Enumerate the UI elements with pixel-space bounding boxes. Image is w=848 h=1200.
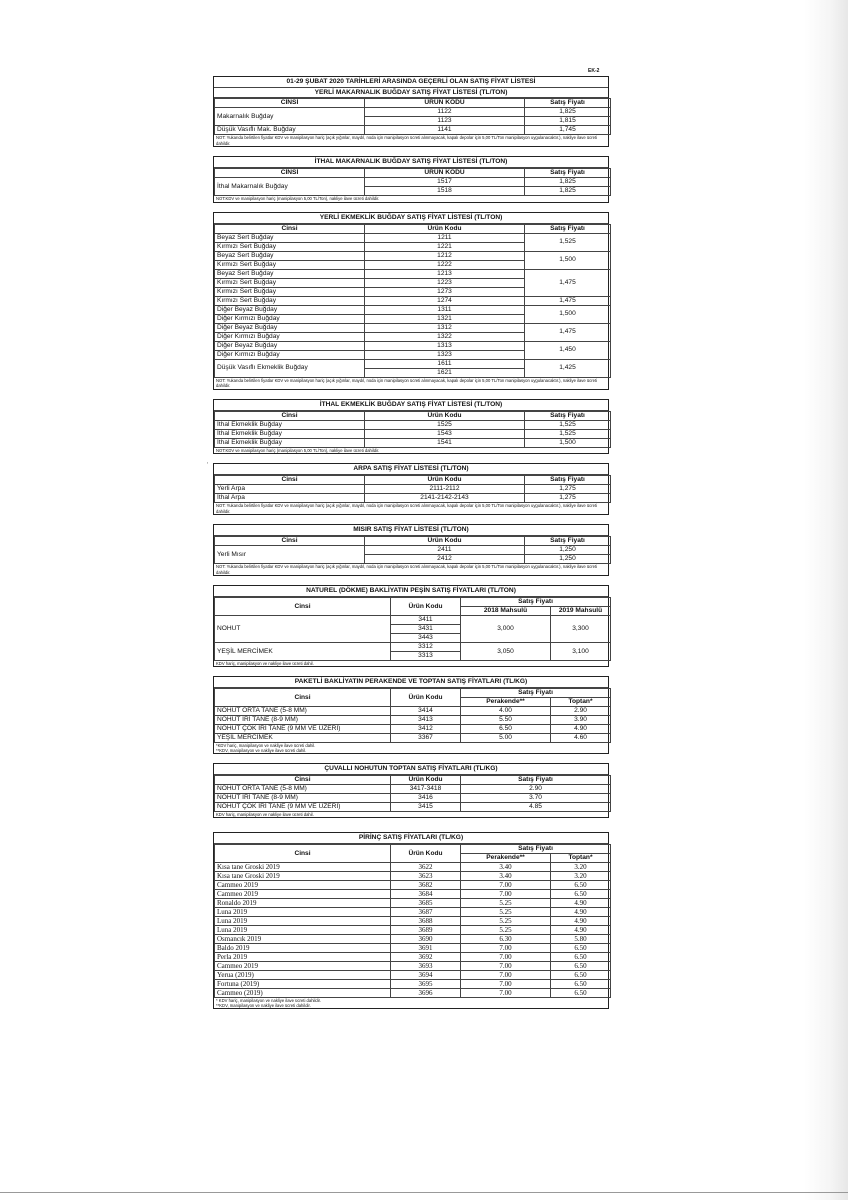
table-note: NOT: Yukarıda belirtilen fiyatlar KDV ve manipilasyon hariç (açık yığınlar, maydıl, noda için manipilasyon ücreti alınmayacak, kapalı depolar için 5,00 TL/Ton manipilasyon uygulanacaktır.), nakliye ilave ücreti dahildir. — [216, 564, 598, 575]
product-code: 3443 — [391, 634, 461, 643]
product-code: 2141-2142-2143 — [365, 494, 525, 503]
price: 6.50 — [551, 944, 611, 953]
table-note: NOT: Yukarıda belirtilen fiyatlar KDV ve manipilasyon hariç (açık yığınlar, maydıl, noda için manipilasyon ücreti alınmayacak, kapalı depolar için 5,00 TL/Ton manipilasyon uygulanacaktır.), nakliye ilave ücreti dahildir. — [216, 135, 598, 146]
pirinc-table — [213, 832, 609, 1009]
price: 3.40 — [461, 863, 551, 872]
col-header: Ürün Kodu — [365, 411, 525, 420]
col-header: Ürün Kodu — [365, 224, 525, 233]
price: 1,450 — [525, 341, 611, 359]
col-header: Satış Fiyatı — [525, 169, 611, 178]
product-name: İthal Arpa — [215, 494, 365, 503]
product-name: Baldo 2019 — [215, 944, 391, 953]
price: 1,815 — [525, 117, 611, 126]
product-name: Cammeo 2019 — [215, 881, 391, 890]
product-code: 1211 — [365, 233, 525, 242]
table-note: *KDV hariç, manipilasyon ve nakliye ilave ücreti dahil. — [216, 743, 316, 748]
yerli-makarnalik-table — [213, 76, 609, 147]
product-code: 2111-2112 — [365, 485, 525, 494]
product-code: 3690 — [391, 935, 461, 944]
product-name: Yerli Arpa — [215, 485, 365, 494]
table-note: NOT: Yukarıda belirtilen fiyatlar KDV ve manipilasyon hariç (açık yığınlar, maydıl, noda için manipilasyon ücreti alınmayacak, kapalı depolar için 5,00 TL/Ton manipilasyon uygulanacaktır.), nakliye ilave ücreti dahildir. — [216, 503, 598, 514]
price: 7.00 — [461, 989, 551, 998]
product-name: NOHUT — [215, 616, 391, 643]
product-name: Cammeo 2019 — [215, 962, 391, 971]
price: 6.50 — [551, 980, 611, 989]
price: 4.60 — [551, 734, 611, 743]
product-code: 3415 — [391, 803, 461, 812]
price: 6.50 — [551, 953, 611, 962]
col-header: ÜRÜN KODU — [365, 169, 525, 178]
main-title: 01-29 ŞUBAT 2020 TARİHLERİ ARASINDA GEÇERLİ OLAN SATIŞ FİYAT LİSTESİ — [214, 77, 608, 88]
price: 1,475 — [525, 323, 611, 341]
price: 7.00 — [461, 962, 551, 971]
price: 7.00 — [461, 953, 551, 962]
ithal-makarnalik-table — [213, 156, 609, 203]
product-code: 1213 — [365, 269, 525, 278]
col-header: Perakende** — [461, 698, 551, 707]
product-code: 3622 — [391, 863, 461, 872]
product-code: 3696 — [391, 989, 461, 998]
col-header: Cinsi — [215, 598, 391, 616]
price: 1,500 — [525, 251, 611, 269]
price: 3.20 — [551, 863, 611, 872]
col-header: Satış Fiyatı — [461, 845, 611, 854]
col-header: Satış Fiyatı — [525, 476, 611, 485]
product-name: YEŞİL MERCİMEK — [215, 643, 391, 661]
product-code: 3411 — [391, 616, 461, 625]
scan-bottom-line — [0, 1192, 848, 1193]
price: 1,500 — [525, 305, 611, 323]
product-name: Kırmızı Sert Buğday — [215, 296, 365, 305]
product-code: 1312 — [365, 323, 525, 332]
price: 3,050 — [461, 643, 551, 661]
price: 1,250 — [525, 555, 611, 564]
price: 3,100 — [551, 643, 611, 661]
product-code: 1123 — [365, 117, 525, 126]
product-code: 1322 — [365, 332, 525, 341]
price: 5.50 — [461, 716, 551, 725]
price: 2.90 — [551, 707, 611, 716]
price: 6.50 — [551, 881, 611, 890]
table-note: * KDV hariç, manipilasyon ve nakliye ilave ücreti dahildir. — [216, 998, 321, 1003]
product-code: 3694 — [391, 971, 461, 980]
col-header: Satış Fiyatı — [461, 776, 611, 785]
product-code: 1621 — [365, 368, 525, 377]
table-title: PAKETLİ BAKLİYATIN PERAKENDE VE TOPTAN SATIŞ FİYATLARI (TL/KG) — [214, 677, 608, 688]
table-note: **KDV, manipilasyon ve nakliye ilave ücreti dahildir. — [216, 1003, 311, 1008]
col-header: Satış Fiyatı — [525, 224, 611, 233]
product-code: 3313 — [391, 652, 461, 661]
product-name: NOHUT ÇOK İRİ TANE (9 MM VE ÜZERİ) — [215, 803, 391, 812]
product-code: 1313 — [365, 341, 525, 350]
price: 3.20 — [551, 872, 611, 881]
misir-table — [213, 524, 609, 576]
price: 4.90 — [551, 899, 611, 908]
product-code: 1141 — [365, 126, 525, 135]
table-note: NOT:KDV ve manipilasyon hariç (manipilasyon 5,00 TL/Ton), nakliye ilave ücreti dahildir. — [216, 196, 380, 201]
price: 1,745 — [525, 126, 611, 135]
table-title: NATUREL (DÖKME) BAKLİYATIN PEŞİN SATIŞ FİYATLARI (TL/TON) — [214, 586, 608, 597]
col-header: Ürün Kodu — [391, 776, 461, 785]
product-code: 1222 — [365, 260, 525, 269]
price: 4.00 — [461, 707, 551, 716]
price: 6.50 — [551, 971, 611, 980]
product-name: Düşük Vasıflı Ekmeklik Buğday — [215, 359, 365, 377]
margin-mark: , — [207, 459, 209, 465]
col-header: Cinsi — [215, 776, 391, 785]
product-name: Kırmızı Sert Buğday — [215, 242, 365, 251]
price: 5.25 — [461, 926, 551, 935]
product-code: 3312 — [391, 643, 461, 652]
product-name: İthal Ekmeklik Buğday — [215, 420, 365, 429]
col-header: Toptan* — [551, 854, 611, 863]
product-name: Luna 2019 — [215, 926, 391, 935]
arpa-table — [213, 463, 609, 515]
table-title: YERLİ EKMEKLİK BUĞDAY SATIŞ FİYAT LİSTESİ (TL/TON) — [214, 213, 608, 224]
product-code: 1311 — [365, 305, 525, 314]
product-name: İthal Ekmeklik Buğday — [215, 438, 365, 447]
product-code: 3691 — [391, 944, 461, 953]
product-code: 3623 — [391, 872, 461, 881]
col-header: Cinsi — [215, 689, 391, 707]
product-name: Luna 2019 — [215, 908, 391, 917]
price: 6.50 — [551, 989, 611, 998]
product-code: 1517 — [365, 178, 525, 187]
price: 1,275 — [525, 485, 611, 494]
price: 6.30 — [461, 935, 551, 944]
product-code: 1611 — [365, 359, 525, 368]
col-header: Cinsi — [215, 224, 365, 233]
product-name: Diğer Beyaz Buğday — [215, 323, 365, 332]
product-name: NOHUT ORTA TANE (5-8 MM) — [215, 707, 391, 716]
product-code: 1122 — [365, 108, 525, 117]
price: 3,000 — [461, 616, 551, 643]
product-code: 1543 — [365, 429, 525, 438]
product-code: 3693 — [391, 962, 461, 971]
product-code: 2411 — [365, 546, 525, 555]
price: 3.40 — [461, 872, 551, 881]
col-header: 2019 Mahsulü — [551, 607, 611, 616]
product-code: 3684 — [391, 890, 461, 899]
product-name: NOHUT ORTA TANE (5-8 MM) — [215, 785, 391, 794]
product-code: 1212 — [365, 251, 525, 260]
product-name: YEŞİL MERCİMEK — [215, 734, 391, 743]
col-header: Ürün Kodu — [391, 689, 461, 707]
table-note: NOT:KDV ve manipilasyon hariç (manipilasyon 5,00 TL/Ton), nakliye ilave ücreti dahildir. — [216, 447, 380, 453]
product-code: 1518 — [365, 187, 525, 196]
product-name: Kırmızı Sert Buğday — [215, 278, 365, 287]
product-name: Diğer Kırmızı Buğday — [215, 314, 365, 323]
product-name: Diğer Beyaz Buğday — [215, 341, 365, 350]
product-name: Ronaldo 2019 — [215, 899, 391, 908]
col-header: Cinsi — [215, 411, 365, 420]
product-code: 3682 — [391, 881, 461, 890]
col-header: Perakende** — [461, 854, 551, 863]
price: 1,825 — [525, 108, 611, 117]
price: 4.90 — [551, 725, 611, 734]
product-name: Luna 2019 — [215, 917, 391, 926]
product-code: 3687 — [391, 908, 461, 917]
product-name: Perla 2019 — [215, 953, 391, 962]
col-header: Cinsi — [215, 476, 365, 485]
product-code: 3367 — [391, 734, 461, 743]
price: 7.00 — [461, 881, 551, 890]
product-code: 1221 — [365, 242, 525, 251]
table-note: KDV hariç, manipilasyon ve nakliye ilave ücreti dahil. — [216, 812, 314, 817]
price: 1,525 — [525, 420, 611, 429]
col-header: Ürün Kodu — [391, 845, 461, 863]
annex-label: EK-2 — [588, 68, 600, 74]
naturel-bakliyat-table — [213, 585, 609, 667]
price: 2.90 — [461, 785, 611, 794]
product-code: 3695 — [391, 980, 461, 989]
price: 1,825 — [525, 187, 611, 196]
product-name: Fortuna (2019) — [215, 980, 391, 989]
col-header: Cinsi — [215, 537, 365, 546]
product-name: İthal Ekmeklik Buğday — [215, 429, 365, 438]
product-code: 3688 — [391, 917, 461, 926]
product-code: 1274 — [365, 296, 525, 305]
product-code: 3417-3418 — [391, 785, 461, 794]
product-name: Kırmızı Sert Buğday — [215, 260, 365, 269]
product-code: 1541 — [365, 438, 525, 447]
product-code: 3431 — [391, 625, 461, 634]
table-title: ARPA SATIŞ FİYAT LİSTESİ (TL/TON) — [214, 464, 608, 475]
product-name: Cammeo 2019 — [215, 890, 391, 899]
col-header: CİNSİ — [215, 99, 365, 108]
price: 7.00 — [461, 890, 551, 899]
price: 1,475 — [525, 296, 611, 305]
price: 3,300 — [551, 616, 611, 643]
price: 5.25 — [461, 917, 551, 926]
product-code: 3692 — [391, 953, 461, 962]
price: 4.90 — [551, 908, 611, 917]
table-note: KDV hariç, manipilasyon ve nakliye ilave ücreti dahil. — [216, 661, 314, 666]
price: 7.00 — [461, 980, 551, 989]
price: 4.90 — [551, 926, 611, 935]
table-note: **KDV, manipilasyon ve nakliye ilave ücreti dahil. — [216, 748, 307, 753]
product-name: NOHUT İRİ TANE (8-9 MM) — [215, 794, 391, 803]
product-name: Beyaz Sert Buğday — [215, 251, 365, 260]
price: 1,425 — [525, 359, 611, 377]
product-code: 2412 — [365, 555, 525, 564]
price: 1,525 — [525, 233, 611, 251]
col-header: Satış Fiyatı — [461, 598, 611, 607]
product-name: Yerli Mısır — [215, 546, 365, 564]
price: 1,475 — [525, 269, 611, 296]
product-name: Yerua (2019) — [215, 971, 391, 980]
price: 5.80 — [551, 935, 611, 944]
product-name: Beyaz Sert Buğday — [215, 233, 365, 242]
product-code: 1223 — [365, 278, 525, 287]
table-title: PİRİNÇ SATIŞ FİYATLARI (TL/KG) — [214, 833, 608, 844]
product-code: 1321 — [365, 314, 525, 323]
price: 3.70 — [461, 794, 611, 803]
price: 5.00 — [461, 734, 551, 743]
price: 5.25 — [461, 908, 551, 917]
product-name: Kısa tane Groski 2019 — [215, 872, 391, 881]
price: 1,500 — [525, 438, 611, 447]
price: 7.00 — [461, 971, 551, 980]
price: 4.90 — [551, 917, 611, 926]
product-code: 3685 — [391, 899, 461, 908]
product-code: 1323 — [365, 350, 525, 359]
col-header: Ürün Kodu — [391, 598, 461, 616]
price-list-document — [213, 76, 609, 1018]
table-title: MISIR SATIŞ FİYAT LİSTESİ (TL/TON) — [214, 525, 608, 536]
product-name: Diğer Kırmızı Buğday — [215, 350, 365, 359]
price: 1,275 — [525, 494, 611, 503]
product-name: Diğer Kırmızı Buğday — [215, 332, 365, 341]
product-name: NOHUT İRİ TANE (8-9 MM) — [215, 716, 391, 725]
col-header: Satış Fiyatı — [525, 537, 611, 546]
paketli-bakliyat-table — [213, 676, 609, 754]
product-name: Cammeo (2019) — [215, 989, 391, 998]
price: 1,825 — [525, 178, 611, 187]
table-title: İTHAL MAKARNALIK BUĞDAY SATIŞ FİYAT LİSTESİ (TL/TON) — [214, 157, 608, 168]
price: 4.85 — [461, 803, 611, 812]
col-header: 2018 Mahsulü — [461, 607, 551, 616]
price: 6.50 — [551, 890, 611, 899]
product-code: 1525 — [365, 420, 525, 429]
col-header: Ürün Kodu — [365, 537, 525, 546]
cuvalli-nohut-table — [213, 763, 609, 818]
product-code: 3689 — [391, 926, 461, 935]
col-header: Satış Fiyatı — [525, 99, 611, 108]
table-title: ÇUVALLI NOHUTUN TOPTAN SATIŞ FİYATLARI (TL/KG) — [214, 764, 608, 775]
product-name: Kısa tane Groski 2019 — [215, 863, 391, 872]
scan-edge-shadow — [804, 0, 848, 1200]
product-code: 3413 — [391, 716, 461, 725]
col-header: Satış Fiyatı — [525, 411, 611, 420]
price: 5.25 — [461, 899, 551, 908]
product-name: Beyaz Sert Buğday — [215, 269, 365, 278]
product-name: Düşük Vasıflı Mak. Buğday — [215, 126, 365, 135]
ithal-ekmeklik-table — [213, 399, 609, 455]
product-name: Osmancık 2019 — [215, 935, 391, 944]
product-name: Kırmızı Sert Buğday — [215, 287, 365, 296]
col-header: ÜRÜN KODU — [365, 99, 525, 108]
col-header: Ürün Kodu — [365, 476, 525, 485]
price: 6.50 — [461, 725, 551, 734]
table-title: YERLİ MAKARNALIK BUĞDAY SATIŞ FİYAT LİSTESİ (TL/TON) — [214, 88, 608, 98]
product-name: NOHUT ÇOK İRİ TANE (9 MM VE ÜZERİ) — [215, 725, 391, 734]
product-name: İthal Makarnalık Buğday — [215, 178, 365, 196]
yerli-ekmeklik-table — [213, 212, 609, 390]
price: 1,250 — [525, 546, 611, 555]
col-header: CİNSİ — [215, 169, 365, 178]
product-code: 3416 — [391, 794, 461, 803]
product-name: Makarnalık Buğday — [215, 108, 365, 126]
col-header: Toptan* — [551, 698, 611, 707]
product-code: 1273 — [365, 287, 525, 296]
table-note: NOT: Yukarıda belirtilen fiyatlar KDV ve manipilasyon hariç (açık yığınlar, maydıl, noda için manipilasyon ücreti alınmayacak, kapalı depolar için 5,00 TL/Ton manipilasyon uygulanacaktır.), nakliye ilave ücreti dahildir. — [216, 377, 598, 388]
price: 6.50 — [551, 962, 611, 971]
product-code: 3412 — [391, 725, 461, 734]
price: 7.00 — [461, 944, 551, 953]
price: 1,525 — [525, 429, 611, 438]
table-title: İTHAL EKMEKLİK BUĞDAY SATIŞ FİYAT LİSTESİ (TL/TON) — [214, 400, 608, 411]
price: 3.90 — [551, 716, 611, 725]
col-header: Satış Fiyatı — [461, 689, 611, 698]
product-code: 3414 — [391, 707, 461, 716]
col-header: Cinsi — [215, 845, 391, 863]
product-name: Diğer Beyaz Buğday — [215, 305, 365, 314]
